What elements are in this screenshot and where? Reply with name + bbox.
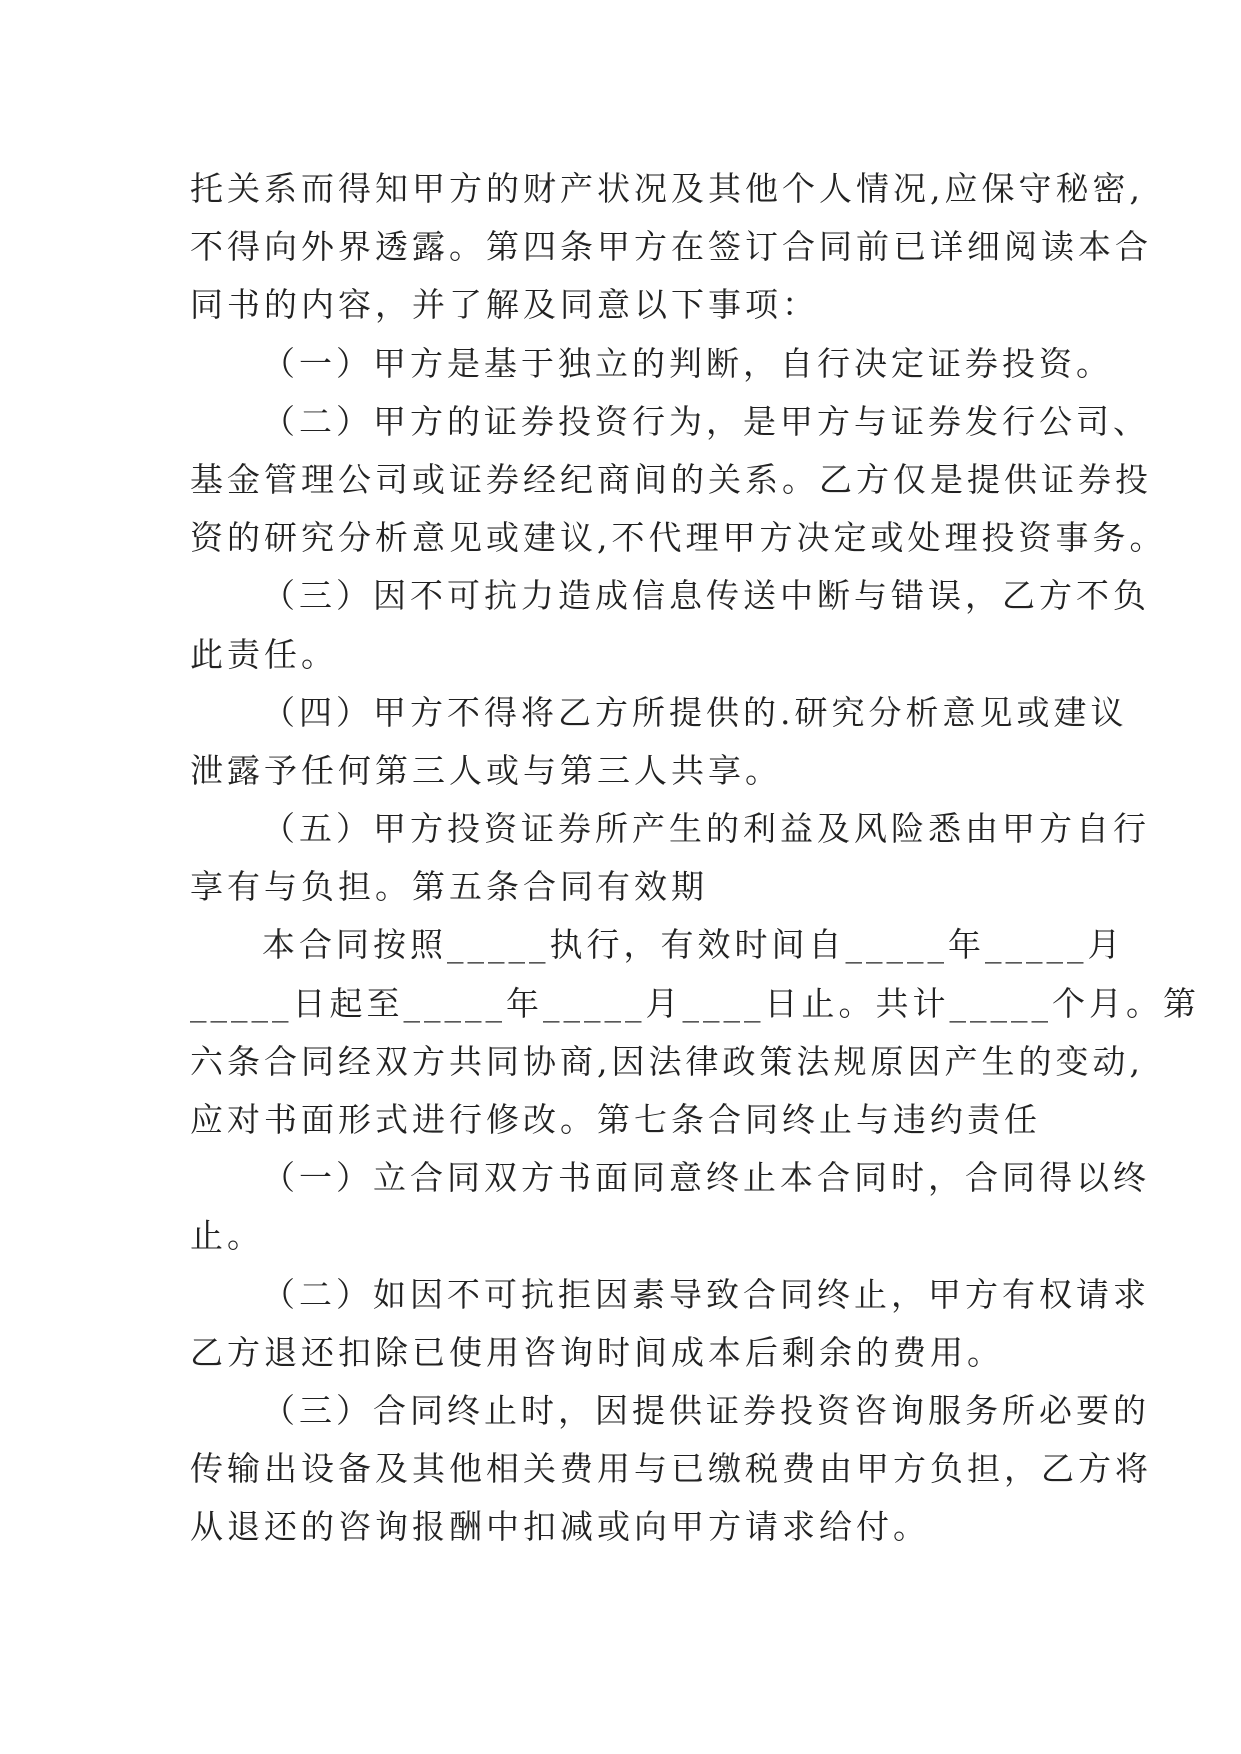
document-body	[190, 160, 1200, 1557]
text-line: 不得向外界透露。第四条甲方在签订合同前已详细阅读本合	[190, 227, 1152, 267]
text-line: 本合同按照_____执行，有效时间自_____年_____月	[262, 925, 1125, 965]
text-line: 止。	[190, 1216, 264, 1256]
text-line: （三）因不可抗力造成信息传送中断与错误，乙方不负	[262, 576, 1150, 616]
text-line: （五）甲方投资证券所产生的利益及风险悉由甲方自行	[262, 809, 1150, 849]
text-line: 乙方退还扣除已使用咨询时间成本后剩余的费用。	[190, 1332, 1004, 1372]
text-line: 从退还的咨询报酬中扣减或向甲方请求给付。	[190, 1507, 930, 1547]
text-line: 托关系而得知甲方的财产状况及其他个人情况,应保守秘密,	[190, 169, 1144, 208]
text-line: 此责任。	[190, 634, 338, 674]
text-line: （一）立合同双方书面同意终止本合同时，合同得以终	[262, 1158, 1150, 1198]
text-line: 传输出设备及其他相关费用与已缴税费由甲方负担，乙方将	[190, 1449, 1152, 1489]
text-line: 资的研究分析意见或建议,不代理甲方决定或处理投资事务。	[190, 518, 1167, 558]
text-line: _____日起至_____年_____月____日止。共计_____个月。第	[190, 983, 1200, 1023]
text-line: （三）合同终止时，因提供证券投资咨询服务所必要的	[262, 1390, 1150, 1430]
text-line: （一）甲方是基于独立的判断，自行决定证券投资。	[262, 343, 1113, 383]
text-line: 基金管理公司或证券经纪商间的关系。乙方仅是提供证券投	[190, 459, 1152, 499]
text-line: （四）甲方不得将乙方所提供的.研究分析意见或建议	[262, 692, 1128, 732]
text-line: （二）如因不可抗拒因素导致合同终止，甲方有权请求	[262, 1274, 1150, 1314]
text-line: （二）甲方的证券投资行为，是甲方与证券发行公司、	[262, 401, 1150, 441]
text-line: 六条合同经双方共同协商,因法律政策法规原因产生的变动,	[190, 1041, 1144, 1081]
text-line: 应对书面形式进行修改。第七条合同终止与违约责任	[190, 1100, 1041, 1139]
text-line: 享有与负担。第五条合同有效期	[190, 867, 708, 907]
text-line: 泄露予任何第三人或与第三人共享。	[190, 750, 782, 790]
text-line: 同书的内容，并了解及同意以下事项：	[190, 285, 819, 325]
